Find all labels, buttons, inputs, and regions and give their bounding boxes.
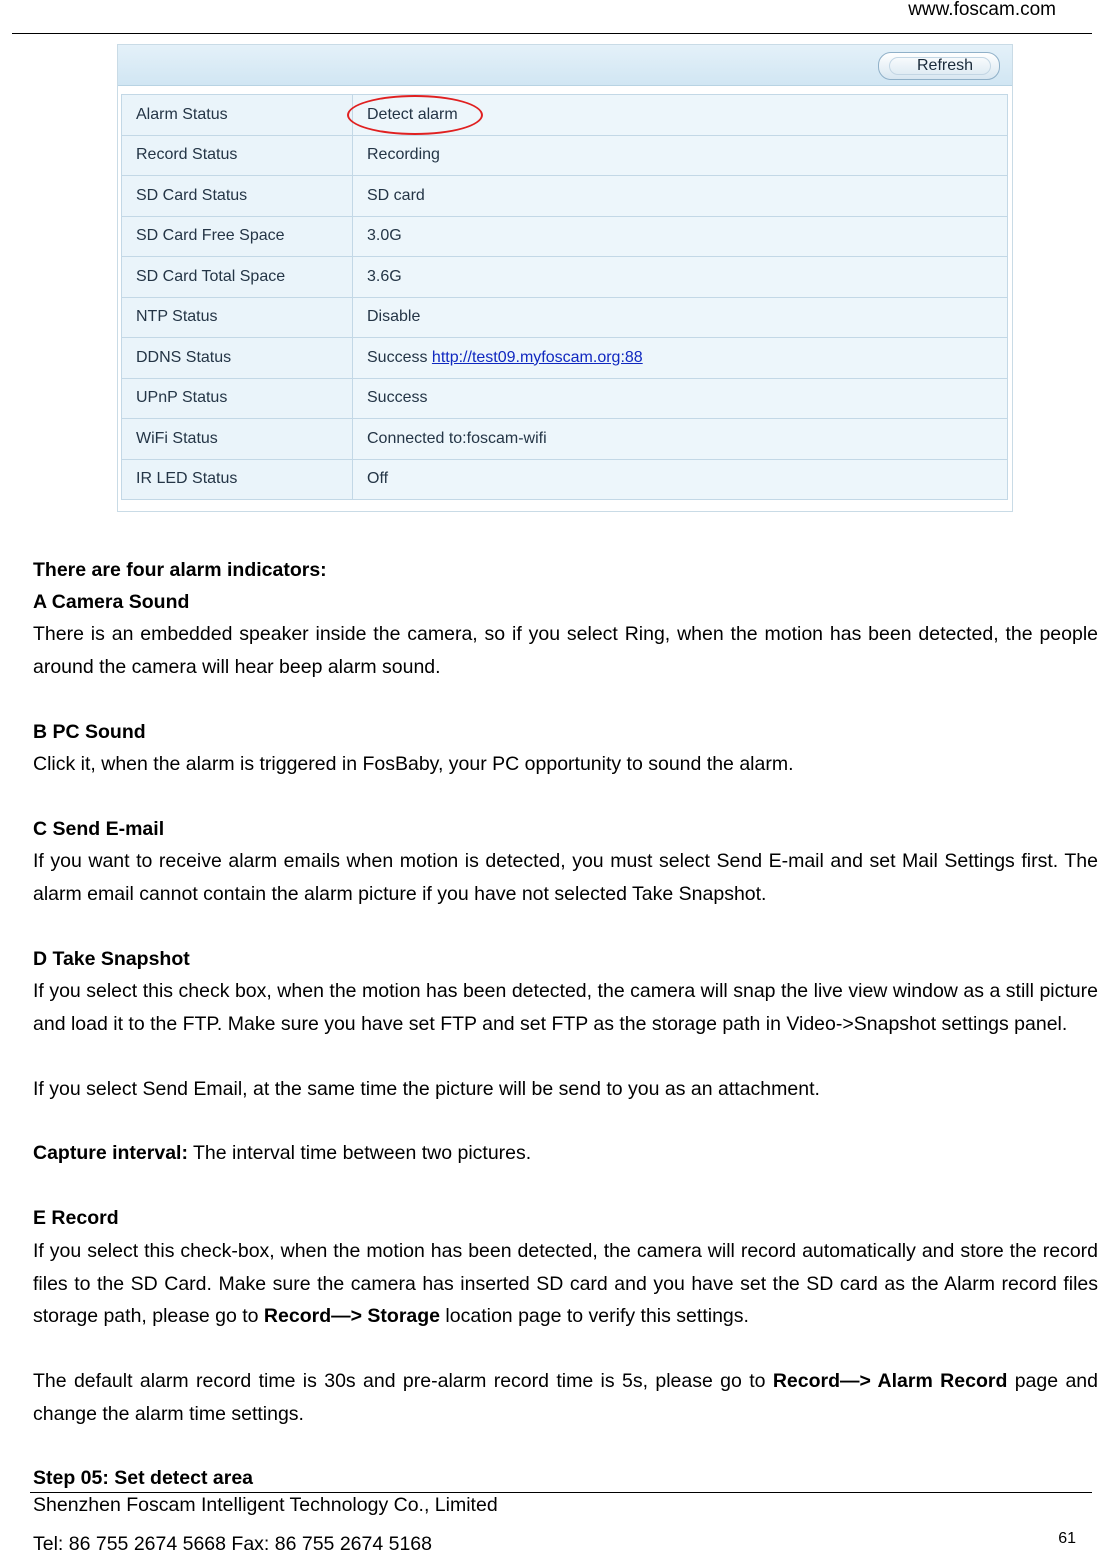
- status-key: SD Card Total Space: [122, 257, 353, 298]
- status-key: Alarm Status: [122, 95, 353, 136]
- footer-contact: Tel: 86 755 2674 5668 Fax: 86 755 2674 5168: [33, 1533, 432, 1555]
- table-row: [122, 419, 1008, 460]
- section-a-title: A Camera Sound: [33, 591, 190, 613]
- section-b-body: Click it, when the alarm is triggered in FosBaby, your PC opportunity to sound the alarm.: [33, 753, 794, 775]
- section-e-note-tail: page and change the alarm time settings.: [33, 1370, 1098, 1425]
- capture-interval: [33, 1137, 1098, 1170]
- section-e-body-tail: location page to verify this settings.: [440, 1305, 749, 1327]
- section-c-title: C Send E-mail: [33, 818, 165, 840]
- footer-divider: [30, 1492, 1092, 1493]
- refresh-button[interactable]: [878, 52, 1000, 80]
- status-key: SD Card Status: [122, 176, 353, 217]
- table-row: [122, 459, 1008, 500]
- step-heading: Step 05: Set detect area: [33, 1467, 254, 1489]
- status-table: [121, 94, 1008, 500]
- table-row: [122, 176, 1008, 217]
- table-row: [122, 95, 1008, 136]
- panel-toolbar: [118, 45, 1012, 86]
- status-value: [353, 338, 1008, 379]
- status-value: Disable: [353, 297, 1008, 338]
- ddns-link[interactable]: http://test09.myfoscam.org:88: [431, 348, 643, 366]
- header-url: www.foscam.com: [908, 0, 1056, 20]
- status-value: Recording: [353, 135, 1008, 176]
- status-value: Success: [353, 378, 1008, 419]
- table-row: [122, 297, 1008, 338]
- header-divider: [12, 33, 1092, 34]
- section-e-body: [33, 1235, 1098, 1333]
- refresh-button-label: Refresh: [917, 57, 974, 74]
- section-e-body-text: If you select this check-box, when the motion has been detected, the camera will record automatically and store the record files to the SD Card. Make sure the camera has inserted SD card and you have set the SD card as the Alarm record files storage path, please go to: [33, 1240, 1098, 1327]
- status-value: 3.6G: [353, 257, 1008, 298]
- status-value: Detect alarm: [353, 95, 1008, 136]
- status-key: DDNS Status: [122, 338, 353, 379]
- alarm-record-ref: Record—> Alarm Record: [772, 1370, 1008, 1392]
- section-e-note: [33, 1365, 1098, 1430]
- device-status-panel: [117, 44, 1013, 512]
- section-b-title: B PC Sound: [33, 721, 146, 743]
- storage-path-ref: Record—> Storage: [263, 1305, 441, 1327]
- status-value: Off: [353, 459, 1008, 500]
- section-e-note-text: The default alarm record time is 30s and pre-alarm record time is 5s, please go to: [33, 1370, 773, 1392]
- highlight-circle: [347, 95, 483, 135]
- status-value: 3.0G: [353, 216, 1008, 257]
- section-d-body: If you select this check box, when the motion has been detected, the camera will snap the live view window as a still picture and load it to the FTP. Make sure you have set FTP and set FTP as the storage path in Video->Snapshot settings panel.: [33, 980, 1098, 1035]
- ddns-status-text: Success: [367, 348, 428, 366]
- table-row: [122, 378, 1008, 419]
- table-row: [122, 338, 1008, 379]
- status-key: UPnP Status: [122, 378, 353, 419]
- footer-company: Shenzhen Foscam Intelligent Technology Co., Limited: [33, 1494, 498, 1516]
- status-value: Connected to:foscam-wifi: [353, 419, 1008, 460]
- intro-heading: There are four alarm indicators:: [33, 559, 327, 581]
- status-value: SD card: [353, 176, 1008, 217]
- status-key: IR LED Status: [122, 459, 353, 500]
- page-number: 61: [1058, 1530, 1076, 1547]
- section-d-title: D Take Snapshot: [33, 948, 190, 970]
- section-c-body: If you want to receive alarm emails when motion is detected, you must select Send E-mail and set Mail Settings first. The alarm email cannot contain the alarm picture if you have not selected Take Snapshot.: [33, 850, 1098, 905]
- capture-interval-label: Capture interval:: [33, 1142, 188, 1164]
- status-key: NTP Status: [122, 297, 353, 338]
- status-key: WiFi Status: [122, 419, 353, 460]
- table-row: [122, 216, 1008, 257]
- capture-interval-body: The interval time between two pictures.: [187, 1142, 532, 1164]
- status-key: Record Status: [122, 135, 353, 176]
- status-key: SD Card Free Space: [122, 216, 353, 257]
- table-row: [122, 257, 1008, 298]
- section-a-body: There is an embedded speaker inside the camera, so if you select Ring, when the motion has been detected, the people around the camera will hear beep alarm sound.: [33, 623, 1098, 678]
- section-e-title: E Record: [33, 1207, 119, 1229]
- table-row: [122, 135, 1008, 176]
- section-d-note: If you select Send Email, at the same time the picture will be send to you as an attachment.: [33, 1078, 820, 1100]
